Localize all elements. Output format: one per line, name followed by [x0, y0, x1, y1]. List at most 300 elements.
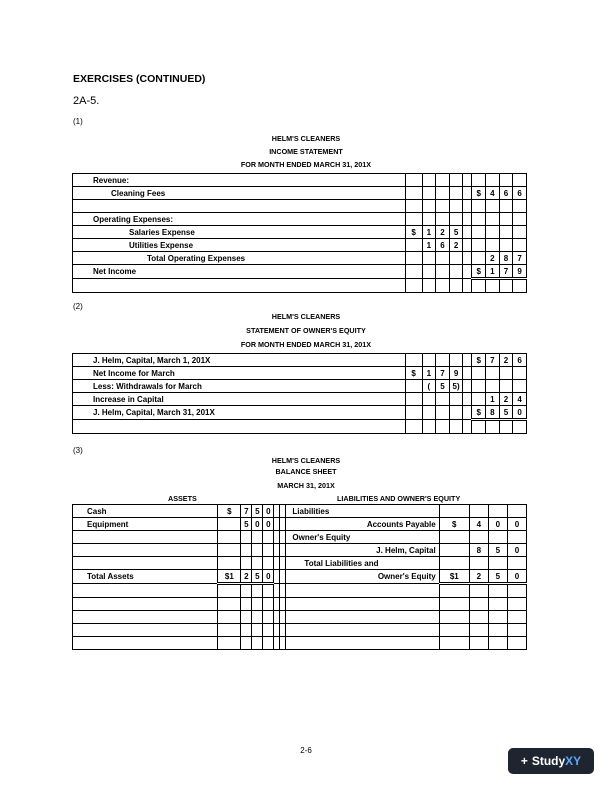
amount-digit: [486, 367, 500, 380]
amount-digit: [486, 174, 500, 187]
balance-row: [73, 570, 527, 584]
asset-label: Total Assets: [73, 570, 218, 584]
amount-digit: 5: [449, 226, 463, 239]
amount-digit: [449, 252, 463, 265]
amount-digit: [422, 252, 436, 265]
amount-digit: [449, 174, 463, 187]
page-number: 2-6: [300, 746, 312, 755]
liability-label: [286, 584, 439, 598]
liabilities-header: LIABILITIES AND OWNER'S EQUITY: [337, 494, 461, 503]
liability-digit: [507, 637, 526, 650]
asset-digit: [241, 637, 252, 650]
balance-row: [73, 505, 527, 518]
asset-digit: [241, 544, 252, 557]
part-2-label: (2): [73, 302, 83, 311]
amount-digit: 8: [486, 406, 500, 420]
amount-digit: [405, 200, 422, 213]
amount-digit: [436, 174, 450, 187]
liability-digit: [439, 531, 469, 544]
income-period: FOR MONTH ENDED MARCH 31, 201X: [240, 160, 372, 169]
amount-digit: [486, 226, 500, 239]
asset-digit: [263, 598, 274, 611]
amount-digit: [472, 279, 486, 293]
asset-digit: [241, 624, 252, 637]
asset-digit: [263, 557, 274, 570]
amount-digit: [405, 354, 422, 367]
asset-digit: [252, 637, 263, 650]
amount-digit: 1: [422, 367, 436, 380]
statement-row: [73, 239, 527, 252]
asset-digit: [241, 557, 252, 570]
liability-digit: [488, 624, 507, 637]
amount-digit: 4: [513, 393, 527, 406]
statement-row: [73, 420, 527, 434]
line-label: Salaries Expense: [73, 226, 406, 239]
amount-digit: [436, 354, 450, 367]
balance-row: [73, 637, 527, 650]
amount-digit: $: [472, 265, 486, 279]
amount-digit: [472, 174, 486, 187]
amount-digit: 0: [513, 406, 527, 420]
amount-digit: [436, 187, 450, 200]
amount-digit: [405, 239, 422, 252]
liability-digit: [469, 611, 488, 624]
asset-digit: 2: [241, 570, 252, 584]
liability-digit: 5: [488, 544, 507, 557]
amount-digit: [499, 200, 513, 213]
amount-digit: [422, 420, 436, 434]
amount-digit: [499, 367, 513, 380]
asset-digit: [241, 611, 252, 624]
amount-digit: $: [472, 406, 486, 420]
page-heading: EXERCISES (CONTINUED): [73, 73, 206, 85]
amount-digit: $: [405, 226, 422, 239]
amount-digit: [436, 406, 450, 420]
asset-label: [73, 611, 218, 624]
column-gap: [463, 354, 472, 367]
amount-digit: [449, 187, 463, 200]
amount-digit: 6: [513, 354, 527, 367]
liability-label: Owner's Equity: [286, 570, 439, 584]
amount-digit: [436, 279, 450, 293]
asset-digit: 5: [241, 518, 252, 531]
statement-row: [73, 354, 527, 367]
amount-digit: $: [472, 187, 486, 200]
amount-digit: [499, 420, 513, 434]
amount-digit: [422, 354, 436, 367]
asset-digit: 0: [263, 570, 274, 584]
liability-digit: [488, 611, 507, 624]
amount-digit: [422, 174, 436, 187]
equity-title: STATEMENT OF OWNER'S EQUITY: [246, 326, 366, 335]
liability-digit: [439, 584, 469, 598]
column-gap: [463, 279, 472, 293]
liability-label: J. Helm, Capital: [286, 544, 439, 557]
liability-digit: [488, 584, 507, 598]
equity-period: FOR MONTH ENDED MARCH 31, 201X: [240, 340, 372, 349]
amount-digit: [449, 354, 463, 367]
column-gap: [463, 393, 472, 406]
liability-digit: [507, 505, 526, 518]
amount-digit: [449, 279, 463, 293]
liability-digit: [507, 584, 526, 598]
liability-digit: [507, 611, 526, 624]
liability-label: Total Liabilities and: [286, 557, 439, 570]
liability-label: [286, 611, 439, 624]
amount-digit: [472, 393, 486, 406]
line-label: J. Helm, Capital, March 1, 201X: [73, 354, 406, 367]
amount-digit: [513, 420, 527, 434]
liability-digit: [488, 505, 507, 518]
asset-digit: [218, 531, 241, 544]
amount-digit: [513, 279, 527, 293]
amount-digit: [436, 420, 450, 434]
statement-row: [73, 226, 527, 239]
balance-row: [73, 584, 527, 598]
amount-digit: [405, 265, 422, 279]
asset-label: [73, 557, 218, 570]
liability-label: Accounts Payable: [286, 518, 439, 531]
asset-digit: [218, 584, 241, 598]
asset-digit: [241, 584, 252, 598]
balance-row: [73, 557, 527, 570]
owners-equity-table: [72, 353, 527, 434]
liability-digit: [439, 505, 469, 518]
amount-digit: 9: [513, 265, 527, 279]
column-gap: [463, 239, 472, 252]
amount-digit: 4: [486, 187, 500, 200]
asset-digit: $1: [218, 570, 241, 584]
liability-label: [286, 637, 439, 650]
asset-digit: 0: [263, 505, 274, 518]
column-gap: [463, 406, 472, 420]
asset-digit: 5: [252, 505, 263, 518]
liability-label: Owner's Equity: [286, 531, 439, 544]
exercise-number: 2A-5.: [73, 95, 100, 107]
liability-digit: [507, 598, 526, 611]
amount-digit: [513, 174, 527, 187]
income-statement-table: [72, 173, 527, 293]
amount-digit: [436, 213, 450, 226]
statement-row: [73, 367, 527, 380]
amount-digit: [472, 380, 486, 393]
amount-digit: 9: [449, 367, 463, 380]
amount-digit: [472, 252, 486, 265]
amount-digit: [513, 200, 527, 213]
liability-digit: [507, 557, 526, 570]
amount-digit: [405, 279, 422, 293]
equity-company: HELM'S CLEANERS: [271, 312, 341, 321]
line-label: Cleaning Fees: [73, 187, 406, 200]
liability-digit: 0: [507, 518, 526, 531]
income-title: INCOME STATEMENT: [269, 147, 343, 156]
liability-digit: [507, 624, 526, 637]
amount-digit: [405, 187, 422, 200]
amount-digit: 7: [499, 265, 513, 279]
liability-digit: [439, 557, 469, 570]
asset-digit: [263, 637, 274, 650]
statement-row: [73, 187, 527, 200]
asset-digit: [218, 598, 241, 611]
amount-digit: 1: [486, 393, 500, 406]
asset-digit: 5: [252, 570, 263, 584]
line-label: [73, 279, 406, 293]
amount-digit: 7: [513, 252, 527, 265]
liability-digit: [469, 584, 488, 598]
amount-digit: [449, 406, 463, 420]
liability-digit: [507, 531, 526, 544]
amount-digit: [486, 213, 500, 226]
amount-digit: [449, 200, 463, 213]
income-company: HELM'S CLEANERS: [271, 134, 341, 143]
amount-digit: [405, 420, 422, 434]
column-gap: [463, 200, 472, 213]
amount-digit: [472, 239, 486, 252]
statement-row: [73, 265, 527, 279]
column-gap: [463, 174, 472, 187]
liability-digit: [469, 637, 488, 650]
balance-sheet-table: [72, 504, 527, 650]
amount-digit: [499, 213, 513, 226]
liability-digit: [469, 598, 488, 611]
line-label: Net Income for March: [73, 367, 406, 380]
asset-digit: 7: [241, 505, 252, 518]
column-gap: [463, 380, 472, 393]
amount-digit: [449, 213, 463, 226]
asset-digit: [252, 624, 263, 637]
asset-digit: [252, 557, 263, 570]
statement-row: [73, 200, 527, 213]
column-gap: [463, 252, 472, 265]
amount-digit: [422, 213, 436, 226]
line-label: Increase in Capital: [73, 393, 406, 406]
brand-name-xy: XY: [565, 754, 582, 768]
asset-label: [73, 584, 218, 598]
liability-digit: 4: [469, 518, 488, 531]
amount-digit: [472, 200, 486, 213]
line-label: [73, 200, 406, 213]
amount-digit: [472, 420, 486, 434]
asset-digit: [252, 544, 263, 557]
amount-digit: [499, 174, 513, 187]
statement-row: [73, 380, 527, 393]
asset-digit: [252, 611, 263, 624]
amount-digit: $: [405, 367, 422, 380]
asset-label: [73, 598, 218, 611]
column-gap: [463, 226, 472, 239]
liability-digit: [469, 557, 488, 570]
line-label: [73, 420, 406, 434]
amount-digit: [486, 239, 500, 252]
liability-digit: 8: [469, 544, 488, 557]
amount-digit: [472, 213, 486, 226]
column-gap: [463, 420, 472, 434]
amount-digit: [422, 187, 436, 200]
amount-digit: [436, 200, 450, 213]
asset-label: Equipment: [73, 518, 218, 531]
amount-digit: [472, 226, 486, 239]
amount-digit: [486, 200, 500, 213]
line-label: Total Operating Expenses: [73, 252, 406, 265]
amount-digit: [405, 174, 422, 187]
liability-digit: [488, 531, 507, 544]
line-label: Net Income: [73, 265, 406, 279]
asset-label: [73, 531, 218, 544]
asset-digit: [241, 531, 252, 544]
amount-digit: 1: [422, 226, 436, 239]
asset-digit: [252, 584, 263, 598]
asset-digit: [263, 624, 274, 637]
amount-digit: 5: [436, 380, 450, 393]
line-label: Operating Expenses:: [73, 213, 406, 226]
amount-digit: [513, 380, 527, 393]
amount-digit: [449, 420, 463, 434]
amount-digit: [436, 252, 450, 265]
amount-digit: $: [472, 354, 486, 367]
liability-digit: [469, 531, 488, 544]
amount-digit: [486, 380, 500, 393]
amount-digit: [436, 265, 450, 279]
line-label: J. Helm, Capital, March 31, 201X: [73, 406, 406, 420]
amount-digit: [422, 265, 436, 279]
amount-digit: 8: [499, 252, 513, 265]
asset-label: [73, 544, 218, 557]
amount-digit: [486, 279, 500, 293]
amount-digit: (: [422, 380, 436, 393]
liability-digit: [439, 611, 469, 624]
balance-title: BALANCE SHEET: [275, 467, 337, 476]
amount-digit: [422, 406, 436, 420]
amount-digit: [405, 393, 422, 406]
statement-row: [73, 406, 527, 420]
amount-digit: [405, 380, 422, 393]
column-gap: [463, 213, 472, 226]
liability-label: Liabilities: [286, 505, 439, 518]
balance-row: [73, 624, 527, 637]
amount-digit: 6: [513, 187, 527, 200]
balance-row: [73, 544, 527, 557]
statement-row: [73, 279, 527, 293]
liability-digit: $1: [439, 570, 469, 584]
balance-company: HELM'S CLEANERS: [271, 456, 341, 465]
balance-row: [73, 598, 527, 611]
amount-digit: 1: [486, 265, 500, 279]
amount-digit: [486, 420, 500, 434]
column-gap: [463, 367, 472, 380]
asset-digit: $: [218, 505, 241, 518]
liability-digit: [439, 598, 469, 611]
liability-digit: [439, 544, 469, 557]
amount-digit: [513, 239, 527, 252]
line-label: Utilities Expense: [73, 239, 406, 252]
statement-row: [73, 174, 527, 187]
asset-digit: [218, 557, 241, 570]
amount-digit: [422, 393, 436, 406]
liability-digit: [469, 624, 488, 637]
asset-digit: [218, 518, 241, 531]
liability-label: [286, 598, 439, 611]
liability-digit: 0: [507, 544, 526, 557]
asset-label: [73, 624, 218, 637]
liability-digit: [488, 637, 507, 650]
asset-digit: [218, 637, 241, 650]
statement-row: [73, 393, 527, 406]
liability-digit: [488, 557, 507, 570]
liability-digit: [488, 598, 507, 611]
amount-digit: [499, 226, 513, 239]
asset-digit: [241, 598, 252, 611]
amount-digit: 6: [436, 239, 450, 252]
line-label: Less: Withdrawals for March: [73, 380, 406, 393]
asset-digit: [218, 624, 241, 637]
amount-digit: [449, 265, 463, 279]
asset-digit: [263, 544, 274, 557]
liability-label: [286, 624, 439, 637]
liability-digit: [439, 624, 469, 637]
line-label: Revenue:: [73, 174, 406, 187]
column-gap: [463, 187, 472, 200]
asset-digit: 0: [263, 518, 274, 531]
amount-digit: [405, 213, 422, 226]
amount-digit: [499, 279, 513, 293]
asset-digit: 0: [252, 518, 263, 531]
asset-label: Cash: [73, 505, 218, 518]
amount-digit: [513, 213, 527, 226]
amount-digit: [405, 252, 422, 265]
amount-digit: 1: [422, 239, 436, 252]
asset-digit: [263, 584, 274, 598]
liability-digit: $: [439, 518, 469, 531]
column-gap: [463, 265, 472, 279]
liability-digit: [439, 637, 469, 650]
assets-header: ASSETS: [168, 494, 197, 503]
amount-digit: [422, 279, 436, 293]
asset-digit: [218, 544, 241, 557]
statement-row: [73, 252, 527, 265]
amount-digit: 2: [486, 252, 500, 265]
asset-digit: [252, 531, 263, 544]
part-1-label: (1): [73, 117, 83, 126]
studyxy-badge[interactable]: [508, 748, 594, 774]
balance-row: [73, 531, 527, 544]
amount-digit: 2: [449, 239, 463, 252]
amount-digit: 2: [499, 354, 513, 367]
amount-digit: [405, 406, 422, 420]
balance-period: MARCH 31, 201X: [277, 481, 335, 490]
asset-digit: [252, 598, 263, 611]
amount-digit: [513, 367, 527, 380]
liability-digit: 0: [507, 570, 526, 584]
amount-digit: 5: [499, 406, 513, 420]
amount-digit: [422, 200, 436, 213]
statement-row: [73, 213, 527, 226]
amount-digit: [472, 367, 486, 380]
amount-digit: 2: [499, 393, 513, 406]
part-3-label: (3): [73, 446, 83, 455]
balance-row: [73, 611, 527, 624]
amount-digit: [499, 380, 513, 393]
liability-digit: 5: [488, 570, 507, 584]
amount-digit: [449, 393, 463, 406]
amount-digit: [513, 226, 527, 239]
liability-digit: 2: [469, 570, 488, 584]
amount-digit: [436, 393, 450, 406]
balance-row: [73, 518, 527, 531]
amount-digit: [499, 239, 513, 252]
amount-digit: 7: [486, 354, 500, 367]
brand-name-study: Study: [531, 754, 566, 768]
amount-digit: 2: [436, 226, 450, 239]
